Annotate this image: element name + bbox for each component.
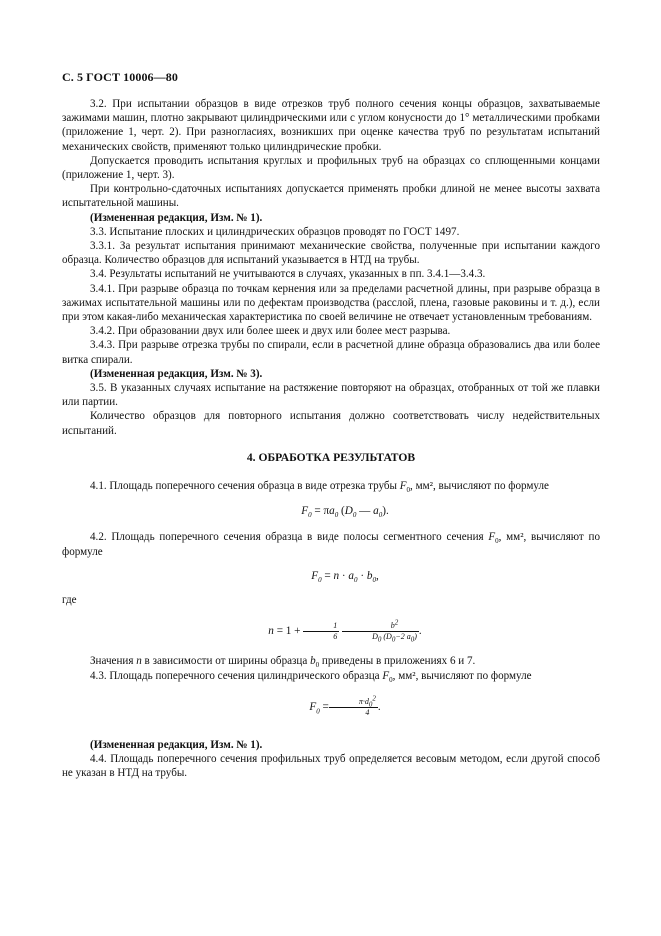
paragraph-4-4: 4.4. Площадь поперечного сечения профильных труб определяется весовым методом, если другой способ не указан в НТД на трубы. — [62, 752, 600, 780]
formula-4-1: $F_0 = \pi a_0$ ($D_0$ — $a_0$). — [301, 505, 389, 520]
paragraph-3-2-plugs: При контрольно-сдаточных испытаниях допускается применять пробки длиной не менее высоты захвата испытательной машины. — [62, 183, 600, 210]
paragraph-3-5-count: Количество образцов для повторного испытания должно соответствовать числу недействительных испытаний. — [62, 410, 600, 437]
pn-pre: Значения — [90, 655, 137, 668]
paragraph-3-2: 3.2. При испытании образцов в виде отрезков труб полного сечения концы образцов, захватываемые зажимами машин, плотно закрывают цилиндрическими или с углом конусности до 1° металлическими пробками (приложение 1, черт. 2). При разногласиях, возникших при оценке качества труб по результатам испытаний механических свойств, применяют только цилиндрические пробки. — [62, 98, 600, 153]
paragraph-3-4-3: 3.4.3. При разрыве отрезка трубы по спирали, если в расчетной длине образца образовались два или более витка спирали. — [62, 339, 600, 366]
edit-note-1b: (Измененная редакция, Изм. № 1). — [90, 738, 263, 751]
edit-note-1a: (Измененная редакция, Изм. № 1). — [90, 211, 263, 224]
p43-post: , мм², вычисляют по формуле — [392, 669, 532, 682]
formula-4-2: $F_0 = n \cdot a_0 \cdot b_0$, — [311, 569, 379, 585]
p41-post: , мм², вычисляют по формуле — [410, 480, 549, 493]
formula-n: n = 1 + $\frac{1}{6}$ $\frac{b^2}{D_0 (D_0-2 a_0)}$ . — [268, 618, 422, 644]
paragraph-4-1: 4.1. Площадь поперечного сечения образца в виде отрезка трубы $F_0$, мм², вычисляют по формуле — [90, 480, 549, 495]
paragraph-n-values: Значения n в зависимости от ширины образца $b_0$ приведены в приложениях 6 и 7. — [90, 655, 476, 670]
paragraph-3-4: 3.4. Результаты испытаний не учитываются в случаях, указанных в пп. 3.4.1—3.4.3. — [90, 268, 486, 281]
paragraph-3-3: 3.3. Испытание плоских и цилиндрических образцов проводят по ГОСТ 1497. — [90, 225, 460, 238]
section-title: 4. ОБРАБОТКА РЕЗУЛЬТАТОВ — [246, 450, 416, 464]
p42-post: , мм², вычисляют по формуле — [62, 531, 600, 558]
formula-4-3: $F_0$ = $\frac{\pi\cdot d_0^2}{4}$ . — [309, 694, 381, 717]
p42-pre: 4.2. Площадь поперечного сечения образца в виде полосы сегментного сечения — [90, 531, 489, 544]
paragraph-3-5: 3.5. В указанных случаях испытание на растяжение повторяют на образцах, отобранных от той же плавки или партии. — [62, 382, 600, 409]
pn-post: приведены в приложениях 6 и 7. — [319, 655, 476, 668]
edit-note-3: (Измененная редакция, Изм. № 3). — [90, 367, 263, 380]
document-body — [62, 97, 600, 780]
paragraph-3-4-2: 3.4.2. При образовании двух или более шеек и двух или более мест разрыва. — [90, 325, 451, 338]
where-word: где — [62, 594, 77, 607]
paragraph-4-3: 4.3. Площадь поперечного сечения цилиндрического образца $F_0$, мм², вычисляют по формуле — [90, 669, 532, 684]
p41-pre: 4.1. Площадь поперечного сечения образца в виде отрезка трубы — [90, 480, 400, 493]
p43-pre: 4.3. Площадь поперечного сечения цилиндрического образца — [90, 669, 383, 682]
paragraph-3-3-1: 3.3.1. За результат испытания принимают механические свойства, полученные при испытании каждого образца. Количество образцов для испытаний указывается в НТД на трубы. — [62, 240, 600, 267]
paragraph-3-4-1: 3.4.1. При разрыве образца по точкам кернения или за пределами расчетной длины, при разрыве образца в зажимах испытательной машины или по дефектам производства (расслой, плена, газовые раковины и т. д.), если при этом какая-либо механическая характеристика по своей величине не отвечает установленным требованиям. — [62, 282, 600, 324]
page-header: С. 5 ГОСТ 10006—80 — [62, 70, 178, 84]
paragraph-3-2-flattened: Допускается проводить испытания круглых и профильных труб на образцах со сплющенными концами (приложение 1, черт. 3). — [62, 154, 600, 182]
pn-mid: в зависимости от ширины образца — [141, 655, 311, 668]
paragraph-4-2: 4.2. Площадь поперечного сечения образца в виде полосы сегментного сечения $F_0$, мм², вычисляют по формуле — [62, 531, 600, 558]
